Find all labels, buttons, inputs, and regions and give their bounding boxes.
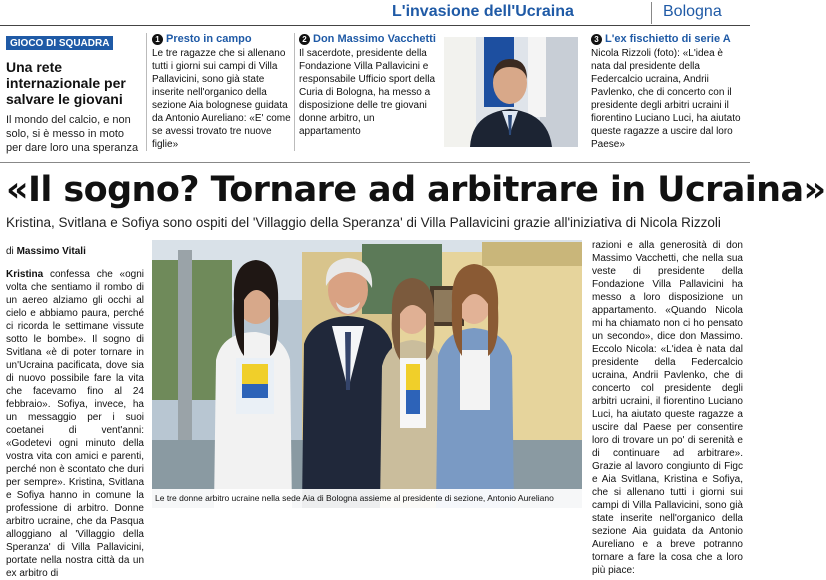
column-text: confessa che «ogni volta che sentiamo il rombo di un aereo alziamo gli occhi al cielo e abbiamo paura, perché ci ricorda le settimane vissute sotto le bombe». Il sogno di Svitlana «è di poter tornare in un'Ucraina pacificata, dove sia di nuovo possibile fare la vita che facevamo fino al 24 febbraio». Sofiya, invece, ha un messaggio per i suoi coetanei di vent'anni: «Godetevi ogni minuto della vostra vita con amici e parenti, perché non è scontato che duri per sempre». Kristina, Svitlana e Sofiya hanno in comune la professione di arbitro. Donne arbitro ucraine, che da Pasqua alloggiano al 'Villaggio della Speranza' di Villa Pallavicini, portate nella nostra città da un ex arbitro di — [6, 269, 144, 579]
header-divider — [651, 2, 652, 24]
item-heading: Presto in campo — [166, 33, 252, 45]
band-title: Una rete internazionale per salvare le giovani — [6, 59, 126, 107]
portrait-photo — [444, 37, 578, 147]
photo-image — [152, 240, 582, 508]
column-lead-word: Kristina — [6, 269, 44, 280]
band-lead: Il mondo del calcio, e non solo, si è messo in moto per dare loro una speranza — [6, 114, 139, 154]
column-text: razioni e alla generosità di don Massimo Vacchetti, che nella sua veste di presidente della Fondazione Villa Pallavicini ha messo a loro disposizione un appartamento. «Quando Nicola mi ha chiamato non ci ho pensato un secondo», dice don Massimo. Eccolo Nicola: «L'idea è nata dal presidente della Federcalcio ucraina, Andrii Pavlenko, che di concerto col presidente degli arbitri ucraini, il fiorentino Luciano Luci, ha aiutato queste ragazze a uscire dal Paese per consentire loro di trovare un po' di serenità e di continuare ad arbitrare». Grazie al lavoro congiunto di Figc e Aia Svitlana, Kristina e Sofiya, che si allenano tutti i giorni sui campi di Villa Pallavicini, sono già state inserite nell'organico della sezione Aia guidata da Antonio Aureliano e a breve potranno tornare a fare la cosa che a loro più piace: — [592, 240, 743, 576]
number-badge-2: 2 — [299, 34, 310, 45]
number-badge-1: 1 — [152, 34, 163, 45]
section-title: L'invasione dell'Ucraina — [392, 3, 574, 20]
header-rule — [0, 25, 750, 26]
byline — [6, 246, 86, 257]
article-headline: «Il sogno? Tornare ad arbitrare in Ucraina» — [6, 170, 826, 210]
item-heading: Don Massimo Vacchetti — [313, 33, 436, 45]
byline-author: Massimo Vitali — [16, 246, 86, 257]
band-item-2 — [299, 33, 437, 158]
page-header — [0, 0, 750, 27]
byline-prefix: di — [6, 246, 14, 257]
item-body: Nicola Rizzoli (foto): «L'idea è nata dal presidente della Federcalcio ucraina, Andrii Pavlenko, che di concerto con il presidente degli arbitri ucraini il fiorentino Luciano Luci, ha aiutato queste ragazze a uscire dal loro Paese» — [591, 48, 741, 150]
kicker-badge: GIOCO DI SQUADRA — [6, 36, 113, 50]
city-label: Bologna — [663, 3, 722, 20]
band-item-3 — [591, 33, 743, 158]
photo-caption: Le tre donne arbitro ucraine nella sede Aia di Bologna assieme al presidente di sezione, Antonio Aureliano — [152, 489, 582, 508]
portrait-image — [444, 37, 578, 147]
band-divider — [146, 33, 147, 151]
band-intro — [6, 33, 142, 158]
band-item-1 — [152, 33, 292, 158]
article-column-1 — [6, 268, 144, 579]
band-divider — [294, 33, 295, 151]
number-badge-3: 3 — [591, 34, 602, 45]
item-heading: L'ex fischietto di serie A — [605, 33, 731, 45]
article-column-3 — [592, 239, 743, 576]
item-body: Le tre ragazze che si allenano tutti i giorni sui campi di Villa Pallavicini, sono già state inserite nell'organico della sezione Aia bolognese guidata da Antonio Aureliano: «E' come se avessi trovato tre nuove figlie» — [152, 48, 291, 150]
band-bottom-rule — [0, 162, 750, 163]
item-body: Il sacerdote, presidente della Fondazione Villa Pallavicini e responsabile Ufficio sport della Curia di Bologna, ha messo a disposizione delle tre giovani donne arbitro, un appartamento — [299, 48, 436, 137]
main-photo — [152, 240, 582, 508]
article-subhead: Kristina, Svitlana e Sofiya sono ospiti del 'Villaggio della Speranza' di Villa Pallavicini grazie all'iniziativa di Nicola Rizzoli — [6, 215, 721, 230]
